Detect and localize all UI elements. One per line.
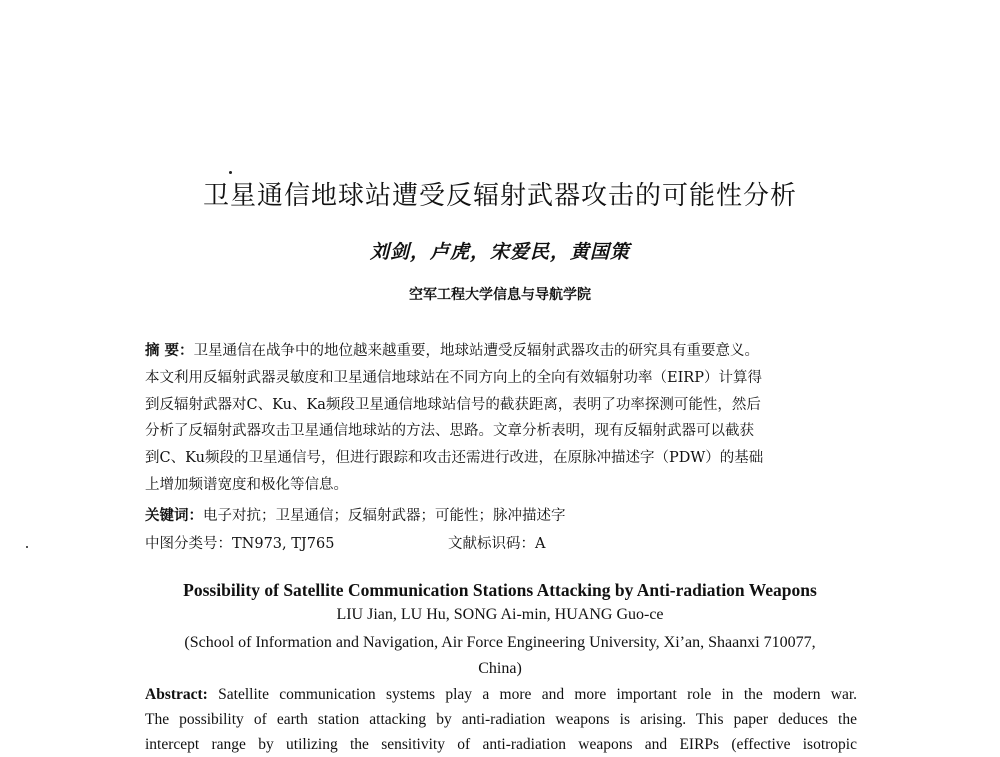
affiliation-cn: 空军工程大学信息与导航学院 (409, 287, 591, 303)
classification-cn-value: TN973, TJ765 (232, 536, 335, 552)
author-list-en: LIU Jian, LU Hu, SONG Ai-min, HUANG Guo-ce (336, 606, 664, 623)
keywords-cn-value: 电子对抗；卫星通信；反辐射武器；可能性；脉冲描述字 (203, 508, 566, 524)
abstract-cn-text: 卫星通信在战争中的地位越来越重要，地球站遭受反辐射武器攻击的研究具有重要意义。 (193, 343, 760, 359)
keywords-cn-label: 关键词： (145, 508, 203, 524)
document-code-cn-value: A (535, 536, 546, 552)
classification-cn-label: 中图分类号： (145, 536, 232, 552)
abstract-en-line-1 (145, 682, 857, 707)
paper-title-cn: 卫星通信地球站遭受反辐射武器攻击的可能性分析 (202, 181, 797, 211)
affiliation-en-line-2: China) (478, 660, 522, 677)
abstract-cn-line-2: 本文利用反辐射武器灵敏度和卫星通信地球站在不同方向上的全向有效辐射功率（EIRP）计算得 (145, 369, 762, 386)
abstract-en-text-1: Satellite communication systems play a more and more important role in the modern war. (218, 686, 857, 703)
scan-speck (229, 171, 232, 174)
abstract-en-line-2: The possibility of earth station attacking by anti-radiation weapons is arising. This paper deduces the (145, 711, 857, 728)
abstract-cn-line-5: 到C、Ku频段的卫星通信号，但进行跟踪和攻击还需进行改进，在原脉冲描述字（PDW）的基础 (145, 450, 764, 467)
classification-cn (145, 533, 334, 555)
abstract-cn-line-4: 分析了反辐射武器攻击卫星通信地球站的方法、思路。文章分析表明，现有反辐射武器可以截获 (145, 423, 754, 440)
document-code-cn (448, 533, 545, 555)
affiliation-en (0, 630, 1000, 682)
scan-speck (26, 546, 28, 548)
abstract-en-label: Abstract: (145, 686, 208, 703)
keywords-cn (145, 505, 566, 527)
abstract-cn-line-1 (145, 338, 857, 365)
document-code-cn-label: 文献标识码： (448, 536, 535, 552)
abstract-cn-line-3: 到反辐射武器对C、Ku、Ka频段卫星通信地球站信号的截获距离，表明了功率探测可能性，然后 (145, 396, 761, 413)
abstract-cn-line-6: 上增加频谱宽度和极化等信息。 (145, 476, 348, 493)
abstract-cn-label: 摘 要： (145, 343, 194, 359)
abstract-cn (145, 338, 857, 499)
author-list-cn: 刘剑，卢虎，宋爱民，黄国策 (369, 241, 630, 263)
paper-title-en: Possibility of Satellite Communication Stations Attacking by Anti-radiation Weapons (183, 580, 817, 600)
abstract-en (145, 682, 857, 757)
abstract-en-line-3: intercept range by utilizing the sensitivity of anti-radiation weapons and EIRPs (effective isotropic (145, 736, 857, 753)
affiliation-en-line-1: (School of Information and Navigation, Air Force Engineering University, Xi’an, Shaanxi 710077, (184, 634, 816, 651)
